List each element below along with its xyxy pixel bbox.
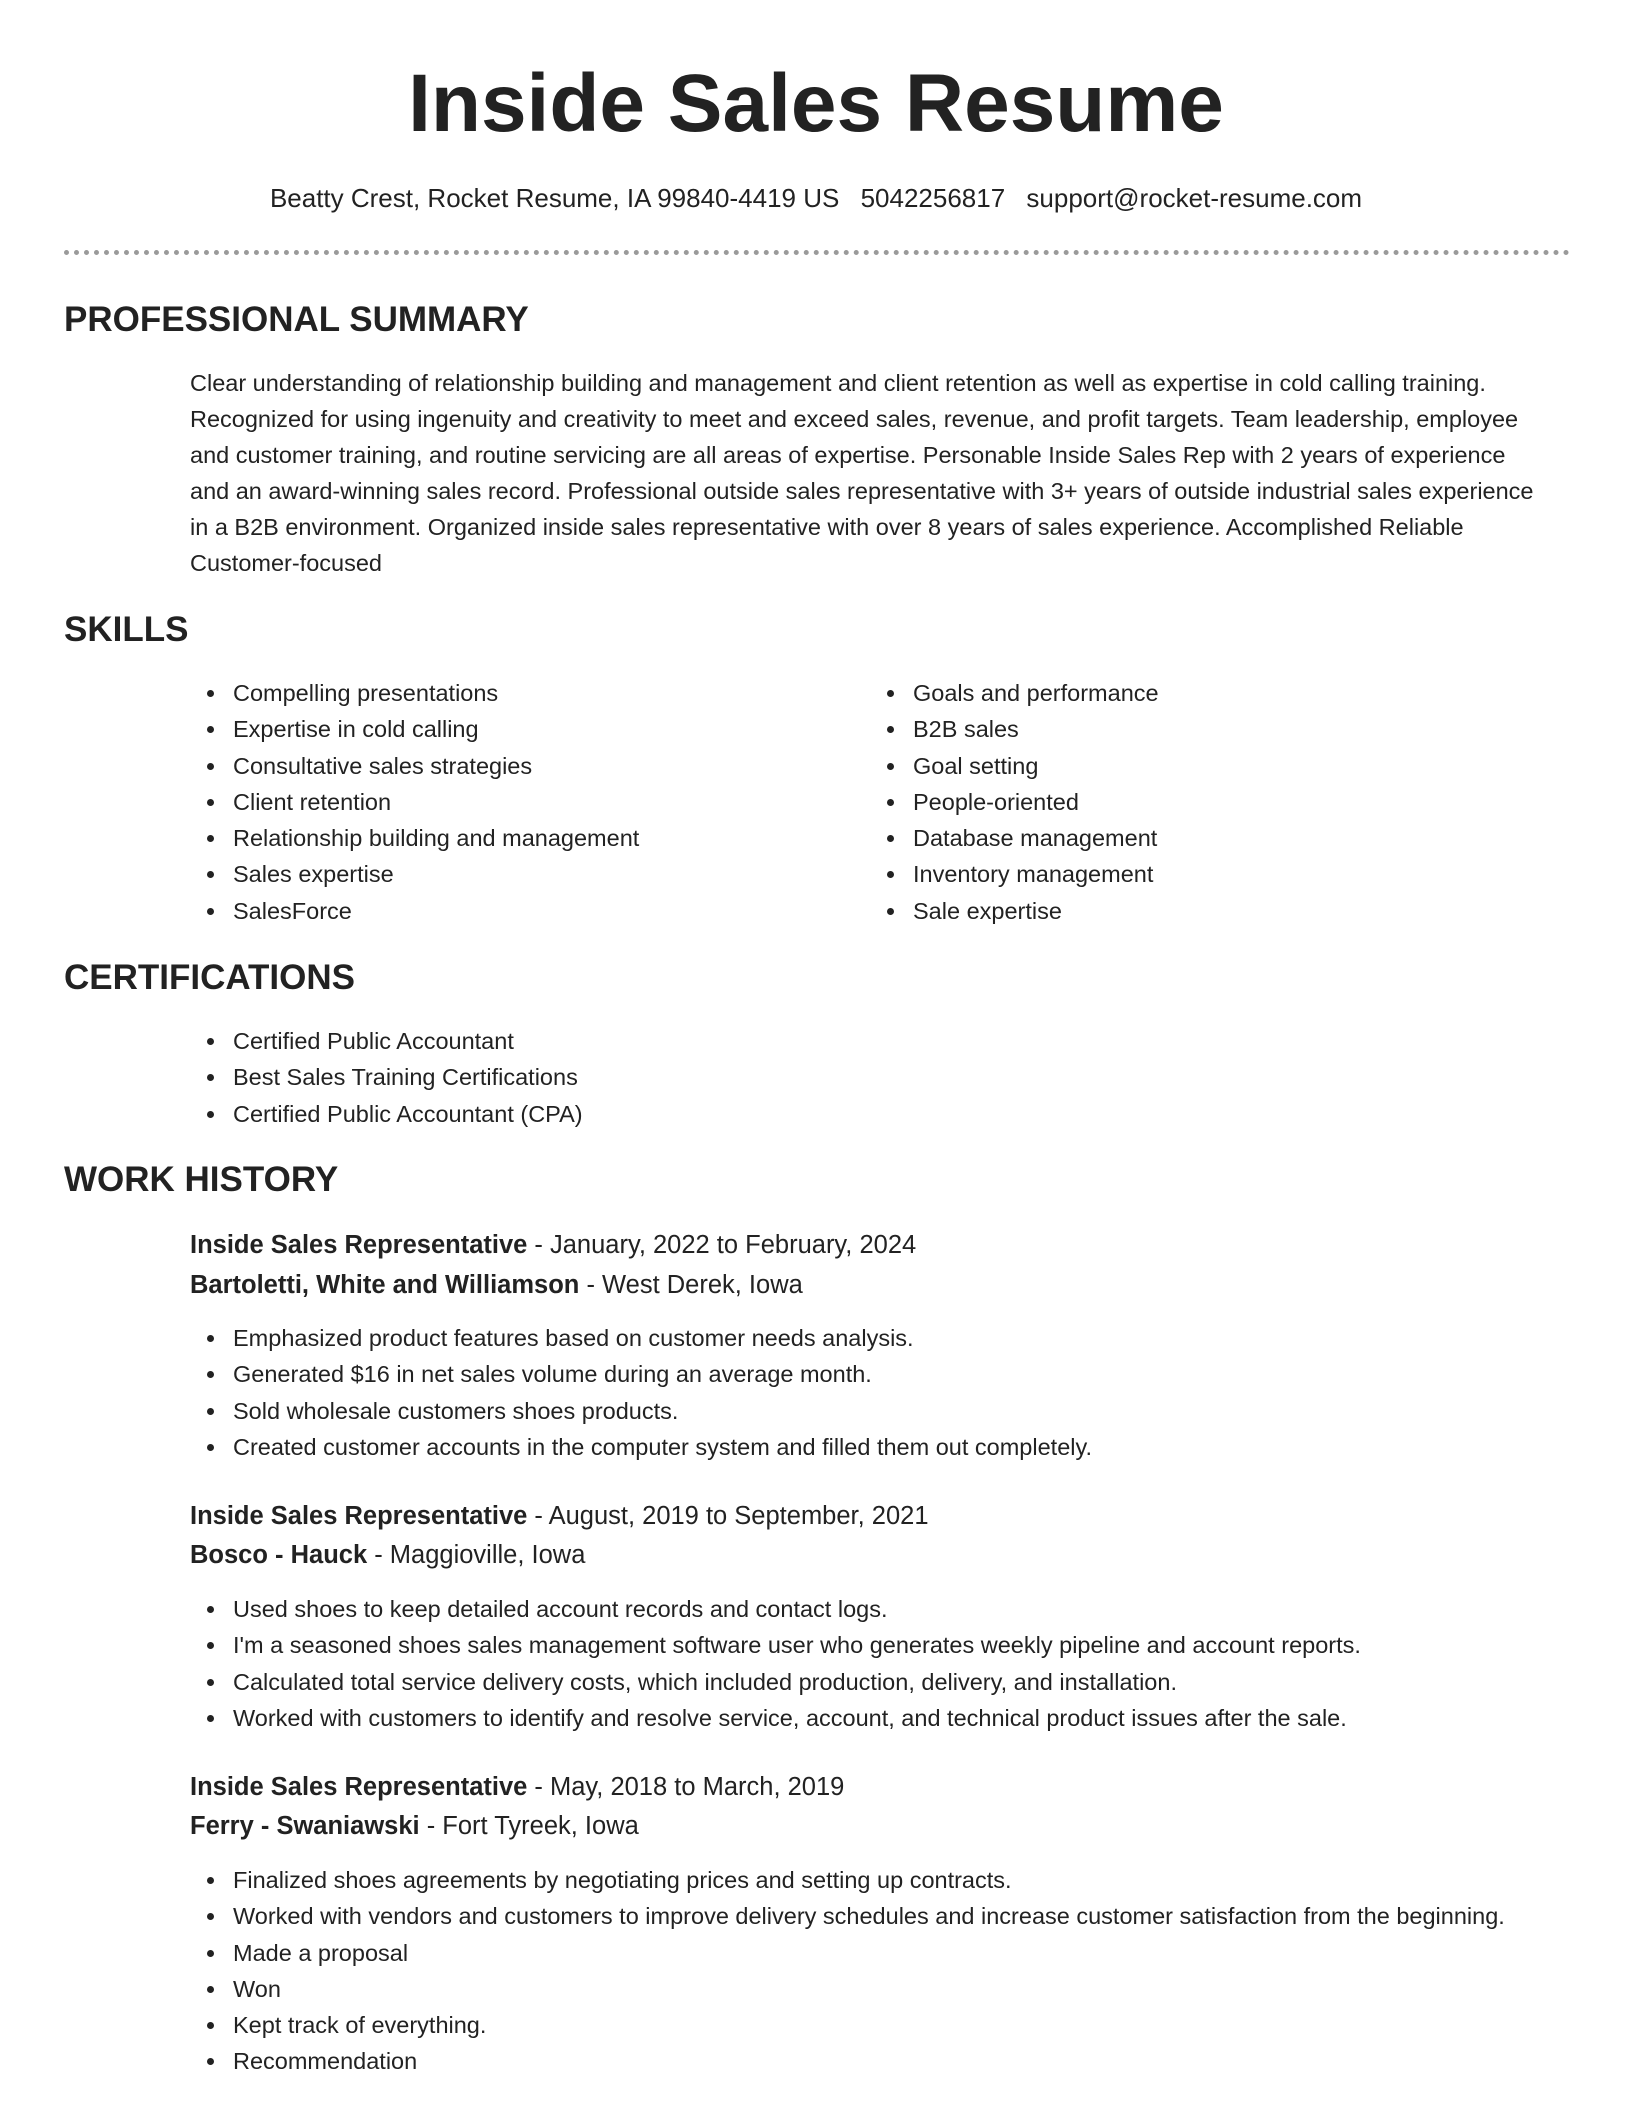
job-location: - Fort Tyreek, Iowa bbox=[419, 1812, 639, 1840]
certification-item: Certified Public Accountant bbox=[233, 1023, 1593, 1059]
header-divider bbox=[64, 250, 1570, 255]
job-dates: - May, 2018 to March, 2019 bbox=[527, 1773, 845, 1801]
job-location: - West Derek, Iowa bbox=[579, 1271, 803, 1299]
job-company-line bbox=[190, 1266, 803, 1304]
job-bullets bbox=[190, 1320, 1593, 1465]
skills-list-right bbox=[870, 675, 1533, 929]
job-title-line bbox=[190, 1768, 844, 1806]
job-bullet: Made a proposal bbox=[233, 1935, 1593, 1971]
certifications-list bbox=[190, 1023, 1593, 1132]
skill-item: Client retention bbox=[233, 784, 853, 820]
skill-item: Database management bbox=[913, 820, 1533, 856]
skill-item: Goal setting bbox=[913, 748, 1533, 784]
resume-title: Inside Sales Resume bbox=[408, 58, 1224, 149]
job-bullet: Worked with customers to identify and resolve service, account, and technical product issues after the sale. bbox=[233, 1700, 1593, 1736]
skills-heading: SKILLS bbox=[64, 610, 189, 649]
job-dates: - August, 2019 to September, 2021 bbox=[527, 1502, 929, 1530]
contact-address: Beatty Crest, Rocket Resume, IA 99840-4419 US bbox=[269, 183, 840, 213]
job-bullet: Used shoes to keep detailed account records and contact logs. bbox=[233, 1591, 1593, 1627]
skill-item: Sales expertise bbox=[233, 856, 853, 892]
summary-heading: PROFESSIONAL SUMMARY bbox=[64, 300, 529, 339]
contact-email: support@rocket-resume.com bbox=[1026, 183, 1363, 213]
skill-item: Sale expertise bbox=[913, 893, 1533, 929]
job-company: Bosco - Hauck bbox=[190, 1541, 368, 1569]
job-bullet: Emphasized product features based on customer needs analysis. bbox=[233, 1320, 1593, 1356]
skill-item: Goals and performance bbox=[913, 675, 1533, 711]
certification-item: Certified Public Accountant (CPA) bbox=[233, 1096, 1593, 1132]
skill-item: Inventory management bbox=[913, 856, 1533, 892]
job-company: Bartoletti, White and Williamson bbox=[190, 1271, 580, 1299]
job-company-line bbox=[190, 1807, 639, 1845]
job-bullet: Sold wholesale customers shoes products. bbox=[233, 1393, 1593, 1429]
work-history-heading: WORK HISTORY bbox=[64, 1160, 339, 1199]
skill-item: Expertise in cold calling bbox=[233, 711, 853, 747]
skill-item: B2B sales bbox=[913, 711, 1533, 747]
job-bullets bbox=[190, 1862, 1593, 2080]
job-dates: - January, 2022 to February, 2024 bbox=[527, 1231, 917, 1259]
job-bullet: Generated $16 in net sales volume during an average month. bbox=[233, 1356, 1593, 1392]
skill-item: Relationship building and management bbox=[233, 820, 853, 856]
skill-item: Compelling presentations bbox=[233, 675, 853, 711]
job-location: - Maggioville, Iowa bbox=[367, 1541, 586, 1569]
summary-text: Clear understanding of relationship building and management and client retention as well as expertise in cold calling training. Recognized for using ingenuity and creativity to meet and exceed sales, revenue, and profit targets. Team leadership, employee and customer training, and routine servicing are all areas of expertise. Personable Inside Sales Rep with 2 years of experience and an award-winning sales record. Professional outside sales representative with 3+ years of outside industrial sales experience in a B2B environment. Organized inside sales representative with over 8 years of sales experience. Accomplished Reliable Customer-focused bbox=[190, 370, 1534, 576]
job-company: Ferry - Swaniawski bbox=[190, 1812, 420, 1840]
job-title: Inside Sales Representative bbox=[190, 1773, 528, 1801]
job-bullets bbox=[190, 1591, 1593, 1736]
certification-item: Best Sales Training Certifications bbox=[233, 1059, 1593, 1095]
job-bullet: Finalized shoes agreements by negotiating prices and setting up contracts. bbox=[233, 1862, 1593, 1898]
job-bullet: Worked with vendors and customers to improve delivery schedules and increase customer satisfaction from the beginning. bbox=[233, 1898, 1593, 1934]
job-company-line bbox=[190, 1536, 585, 1574]
job-bullet: Recommendation bbox=[233, 2043, 1593, 2079]
job-title: Inside Sales Representative bbox=[190, 1502, 528, 1530]
contact-line bbox=[0, 178, 1632, 218]
skill-item: SalesForce bbox=[233, 893, 853, 929]
certifications-heading: CERTIFICATIONS bbox=[64, 958, 356, 997]
job-bullet: I'm a seasoned shoes sales management software user who generates weekly pipeline and account reports. bbox=[233, 1627, 1593, 1663]
contact-phone: 5042256817 bbox=[860, 183, 1006, 213]
job-bullet: Won bbox=[233, 1971, 1593, 2007]
job-bullet: Kept track of everything. bbox=[233, 2007, 1593, 2043]
job-title-line bbox=[190, 1226, 916, 1264]
skill-item: Consultative sales strategies bbox=[233, 748, 853, 784]
job-title: Inside Sales Representative bbox=[190, 1231, 528, 1259]
job-bullet: Calculated total service delivery costs, which included production, delivery, and installation. bbox=[233, 1664, 1593, 1700]
skill-item: People-oriented bbox=[913, 784, 1533, 820]
job-bullet: Created customer accounts in the computer system and filled them out completely. bbox=[233, 1429, 1593, 1465]
skills-list-left bbox=[190, 675, 853, 929]
job-title-line bbox=[190, 1497, 929, 1535]
